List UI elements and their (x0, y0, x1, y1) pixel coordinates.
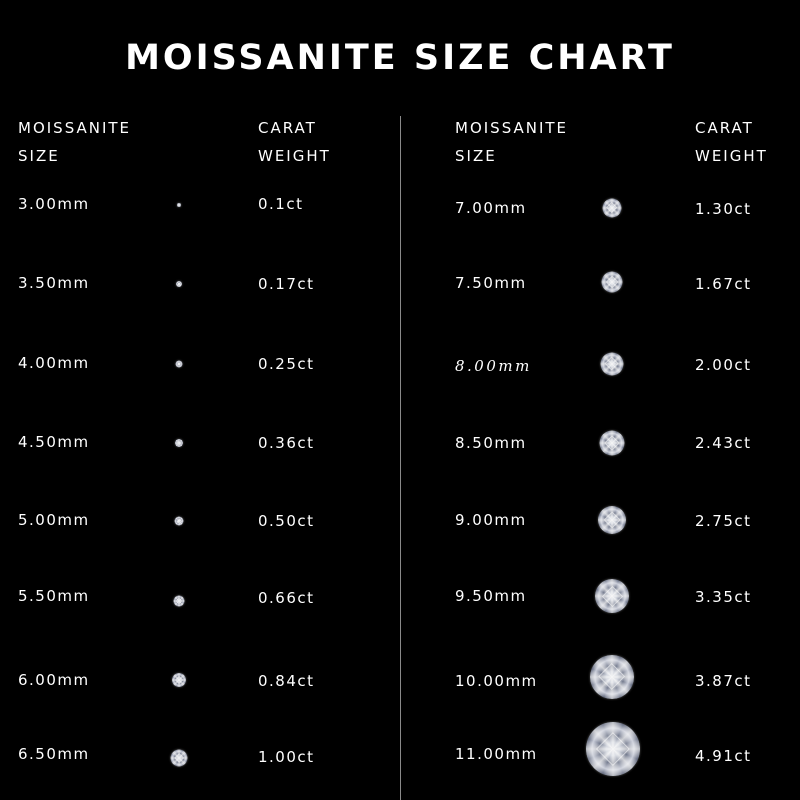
gem-icon (172, 673, 186, 687)
right-row-4-weight: 2.43ct (695, 434, 752, 452)
right-row-8-weight: 4.91ct (695, 747, 752, 765)
right-weight-header (695, 114, 768, 170)
left-row-3-size: 4.00mm (18, 354, 90, 372)
gem-icon (175, 439, 183, 447)
right-row-3-size: 8.00mm (455, 357, 532, 375)
left-weight-header-line1: CARAT (258, 119, 317, 137)
left-row-2-size: 3.50mm (18, 274, 90, 292)
left-row-4-size: 4.50mm (18, 433, 90, 451)
right-size-header (455, 114, 568, 170)
left-size-header-line1: MOISSANITE (18, 119, 132, 137)
gem-icon (175, 517, 184, 526)
left-weight-header (258, 114, 331, 170)
left-row-3-weight: 0.25ct (258, 355, 315, 373)
right-row-2-size: 7.50mm (455, 274, 527, 292)
gem-icon (595, 579, 629, 613)
left-row-6-weight: 0.66ct (258, 589, 315, 607)
gem-icon (601, 353, 624, 376)
left-row-8-size: 6.50mm (18, 745, 90, 763)
right-row-3-weight: 2.00ct (695, 356, 752, 374)
right-row-4-size: 8.50mm (455, 434, 527, 452)
left-row-1-weight: 0.1ct (258, 195, 304, 213)
gem-icon (586, 722, 640, 776)
left-row-4-weight: 0.36ct (258, 434, 315, 452)
left-size-header-line2: SIZE (18, 147, 60, 165)
left-row-5-weight: 0.50ct (258, 512, 315, 530)
gem-icon (598, 506, 626, 534)
right-row-6-weight: 3.35ct (695, 588, 752, 606)
gem-icon (177, 203, 181, 207)
left-row-7-weight: 0.84ct (258, 672, 315, 690)
left-row-6-size: 5.50mm (18, 587, 90, 605)
gem-icon (590, 655, 634, 699)
left-size-header (18, 114, 131, 170)
gem-icon (176, 361, 183, 368)
right-row-7-weight: 3.87ct (695, 672, 752, 690)
right-row-5-weight: 2.75ct (695, 512, 752, 530)
left-row-1-size: 3.00mm (18, 195, 90, 213)
left-row-7-size: 6.00mm (18, 671, 90, 689)
right-weight-header-line1: CARAT (695, 119, 754, 137)
right-row-5-size: 9.00mm (455, 511, 527, 529)
right-row-8-size: 11.00mm (455, 745, 538, 763)
gem-icon (171, 750, 188, 767)
right-size-header-line2: SIZE (455, 147, 497, 165)
gem-icon (603, 199, 622, 218)
right-row-2-weight: 1.67ct (695, 275, 752, 293)
left-row-8-weight: 1.00ct (258, 748, 315, 766)
left-row-5-size: 5.00mm (18, 511, 90, 529)
left-row-2-weight: 0.17ct (258, 275, 315, 293)
gem-icon (602, 272, 623, 293)
gem-icon (600, 431, 625, 456)
right-row-1-size: 7.00mm (455, 199, 527, 217)
right-weight-header-line2: WEIGHT (695, 147, 768, 165)
gem-icon (174, 596, 185, 607)
page-title: MOISSANITE SIZE CHART (125, 38, 675, 78)
right-row-6-size: 9.50mm (455, 587, 527, 605)
column-divider (400, 116, 401, 800)
right-row-7-size: 10.00mm (455, 672, 538, 690)
right-size-header-line1: MOISSANITE (455, 119, 569, 137)
left-weight-header-line2: WEIGHT (258, 147, 331, 165)
gem-icon (176, 281, 182, 287)
right-row-1-weight: 1.30ct (695, 200, 752, 218)
